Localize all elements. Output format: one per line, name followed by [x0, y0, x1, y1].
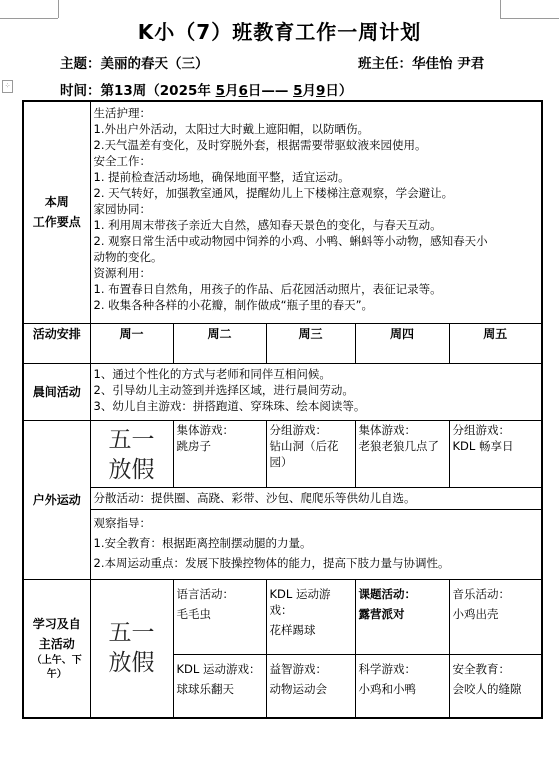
- study-wed-2: [266, 654, 355, 718]
- focus-line: 1. 布置春日自然角，用孩子的作品、后花园活动照片，表征记录等。: [93, 282, 442, 296]
- weekly-plan-table: [22, 100, 543, 719]
- outdoor-row-games: [23, 420, 542, 487]
- outdoor-game-thu: [355, 420, 449, 487]
- time-month-end: 5: [293, 83, 303, 99]
- page-title: K小（7）班教育工作一周计划: [137, 20, 422, 44]
- study-body: 花样踢球: [269, 622, 316, 637]
- study-body: 会咬人的缝隙: [452, 681, 522, 696]
- focus-line: 安全工作：: [93, 154, 151, 168]
- focus-content-cell: [90, 101, 542, 323]
- study-title: 科学游戏：: [358, 661, 416, 676]
- morning-line: 1、通过个性化的方式与老师和同伴互相问候。: [93, 366, 331, 381]
- teacher-label: 班主任：: [358, 56, 412, 72]
- study-fri-2: [449, 654, 542, 718]
- morning-line: 2、引导幼儿主动签到并选择区域，进行晨间劳动。: [93, 382, 354, 397]
- observe-line: 观察指导：: [93, 515, 151, 530]
- game-body: 跳房子: [176, 438, 211, 453]
- study-thu-1: [355, 579, 449, 654]
- study-body: 毛毛虫: [176, 606, 211, 621]
- time-dash: 日——: [247, 83, 289, 99]
- study-title: 安全教育：: [452, 661, 510, 676]
- schedule-header-row: [23, 323, 542, 363]
- outdoor-game-fri: [449, 420, 542, 487]
- outdoor-game-wed: [266, 420, 355, 487]
- morning-label: 晨间活动: [23, 363, 90, 420]
- time-prefix: 第13周（2025年: [100, 83, 211, 99]
- study-label-1: 学习及自: [32, 617, 81, 632]
- focus-line: 动物的变化。: [93, 250, 163, 264]
- morning-row: [23, 363, 542, 420]
- focus-line: 1. 提前检查活动场地，确保地面平整，适宜运动。: [93, 170, 350, 184]
- study-tue-2: [173, 654, 266, 718]
- theme-line: [60, 52, 209, 72]
- study-holiday: 五一放假: [90, 579, 173, 718]
- outdoor-holiday: 五一放假: [90, 420, 173, 487]
- study-title: KDL 运动游戏：: [269, 586, 331, 617]
- theme-label: 主题：: [60, 56, 101, 72]
- study-body: 球球乐翻天: [176, 681, 234, 696]
- study-thu-2: [355, 654, 449, 718]
- study-body: 小鸡出壳: [452, 606, 499, 621]
- outdoor-row-scatter: [23, 487, 542, 509]
- game-body: KDL 畅享日: [452, 438, 514, 453]
- study-fri-1: [449, 579, 542, 654]
- outdoor-observe: [90, 509, 542, 579]
- study-body: 动物运动会: [269, 681, 327, 696]
- observe-line: 2.本周运动重点：发展下肢操控物体的能力，提高下肢力量与协调性。: [93, 555, 450, 570]
- observe-line: 1.安全教育：根据距离控制摆动腿的力量。: [93, 535, 312, 550]
- focus-line: 2. 观察日常生活中或动物园中饲养的小鸡、小鸭、蝌蚪等小动物，感知春天小: [93, 234, 488, 248]
- study-label-note-1: （上午、下: [31, 655, 82, 667]
- study-title: KDL 运动游戏：: [176, 661, 261, 676]
- theme-value: 美丽的春天（三）: [100, 56, 209, 72]
- study-body: 露营派对: [358, 606, 405, 621]
- time-label: 时间：: [60, 83, 101, 99]
- study-label-cell: [23, 579, 90, 718]
- focus-label-1: 本周: [44, 195, 69, 210]
- time-month-text: 月: [224, 83, 239, 99]
- focus-label-2: 工作要点: [32, 215, 81, 230]
- morning-content: [90, 363, 542, 420]
- time-line: [60, 79, 352, 99]
- outdoor-label: 户外运动: [23, 420, 90, 579]
- morning-line: 3、幼儿自主游戏：拼搭跑道、穿珠珠、绘本阅读等。: [93, 398, 366, 413]
- teacher-value: 华佳怡 尹君: [412, 56, 485, 72]
- focus-line: 1.外出户外活动，太阳过大时戴上遮阳帽，以防晒伤。: [93, 122, 369, 136]
- day-wed: 周三: [266, 323, 355, 363]
- focus-line: 资源利用：: [93, 266, 151, 280]
- focus-row: [23, 101, 542, 323]
- day-thu: 周四: [355, 323, 449, 363]
- game-body: 钻山洞（后花园）: [269, 438, 339, 469]
- focus-label-cell: [23, 101, 90, 323]
- study-title: 语言活动：: [176, 586, 234, 601]
- schedule-label: 活动安排: [23, 323, 90, 363]
- table-move-handle-icon[interactable]: ⁘: [2, 80, 13, 93]
- game-title: 集体游戏：: [176, 422, 234, 437]
- game-title: 分组游戏：: [269, 422, 327, 437]
- outdoor-game-tue: [173, 420, 266, 487]
- time-month-text-2: 月: [302, 83, 316, 99]
- time-month-start: 5: [215, 83, 225, 99]
- teacher-line: [358, 52, 484, 72]
- study-title: 音乐活动：: [452, 586, 510, 601]
- focus-line: 1. 利用周末带孩子亲近大自然，感知春天景色的变化，与春天互动。: [93, 218, 442, 232]
- study-row-1: [23, 579, 542, 654]
- focus-line: 家园协同：: [93, 202, 151, 216]
- outdoor-row-observe: [23, 509, 542, 579]
- study-title: 课题活动：: [358, 586, 416, 601]
- day-mon: 周一: [90, 323, 173, 363]
- study-wed-1: [266, 579, 355, 654]
- outdoor-scatter: 分散活动：提供圈、高跷、彩带、沙包、爬爬乐等供幼儿自选。: [90, 487, 542, 509]
- game-body: 老狼老狼几点了: [358, 438, 439, 453]
- time-close: 日）: [325, 83, 353, 99]
- game-title: 集体游戏：: [358, 422, 416, 437]
- day-tue: 周二: [173, 323, 266, 363]
- study-title: 益智游戏：: [269, 661, 327, 676]
- study-label-2: 主活动: [38, 637, 75, 652]
- time-day-start: 6: [238, 83, 248, 99]
- focus-line: 2.天气温差有变化，及时穿脱外套，根据需要带驱蚊液来园使用。: [93, 138, 427, 152]
- study-label-note-2: 午）: [46, 669, 67, 681]
- time-day-end: 9: [316, 83, 326, 99]
- study-tue-1: [173, 579, 266, 654]
- focus-line: 2. 天气转好，加强教室通风，提醒幼儿上下楼梯注意观察，学会避让。: [93, 186, 454, 200]
- focus-line: 2. 收集各种各样的小花瓣，制作做成“瓶子里的春天”。: [93, 298, 374, 312]
- game-title: 分组游戏：: [452, 422, 510, 437]
- day-fri: 周五: [449, 323, 542, 363]
- study-body: 小鸡和小鸭: [358, 681, 416, 696]
- focus-line: 生活护理：: [93, 106, 151, 120]
